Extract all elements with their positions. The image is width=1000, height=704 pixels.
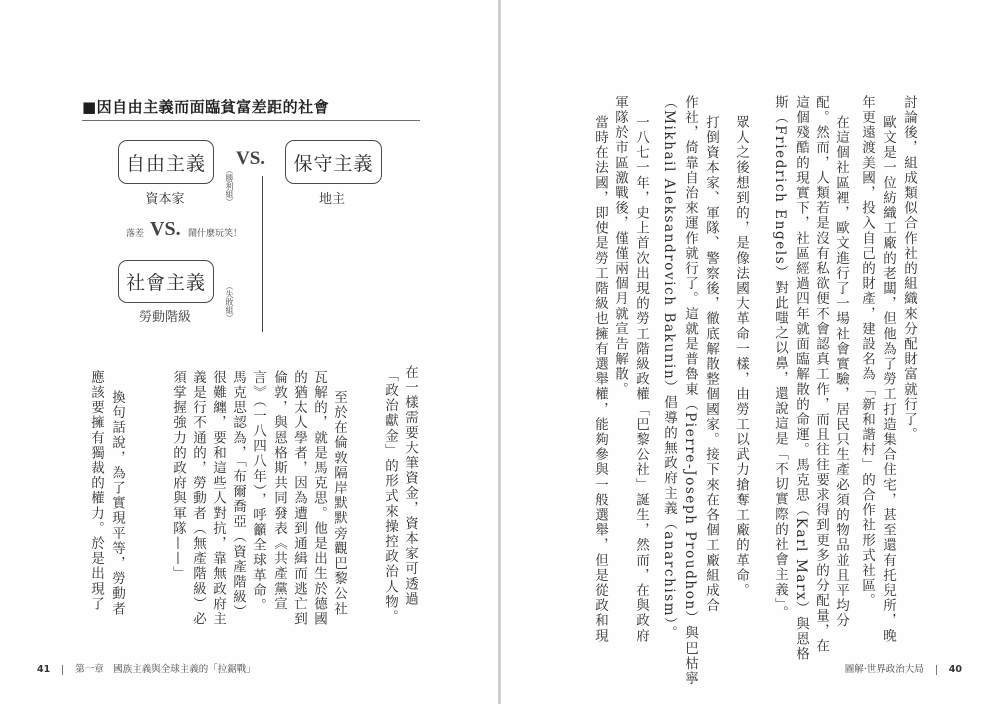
text-column: 討論後，組成類似合作社的組織來分配財富就行了。 bbox=[901, 95, 917, 443]
right-footer bbox=[845, 661, 962, 675]
text-column: 的猶太人學者，因為遭到通緝而逃亡到 bbox=[291, 370, 307, 627]
diagram-divider-line bbox=[262, 176, 263, 332]
footer-separator bbox=[936, 665, 937, 675]
text-column: 在這個社區裡，歐文進行了一場社會實驗，居民只生產必須的物品並且平均分 bbox=[833, 115, 849, 629]
text-column: 斯（Friedrich Engels）對此嗤之以鼻，還說這是「不切實際的社會主義」。 bbox=[772, 95, 788, 621]
right-page-number: 40 bbox=[948, 664, 962, 675]
losers-tag: （失敗組） bbox=[225, 282, 234, 322]
text-column: 年更遠渡美國，投入自己的財產，建設名為「新和諧村」的合作社形式社區。 bbox=[859, 95, 875, 609]
conservatism-box: 保守主義 bbox=[285, 140, 382, 184]
book-title: 圖解‧世界政治大局 bbox=[844, 664, 924, 675]
text-column: 打倒資本家、軍隊、警察後，徹底解散整個國家。接下來在各個工廠組成合 bbox=[703, 115, 719, 614]
text-column: 應該要擁有獨裁的權力。於是出現了 bbox=[88, 370, 104, 612]
text-column: 眾人之後想到的，是像法國大革命一樣，由勞工以武力搶奪工廠的革命。 bbox=[733, 115, 749, 599]
footer-separator bbox=[62, 665, 63, 675]
left-footer bbox=[37, 661, 256, 675]
diagram-title-rule bbox=[82, 120, 420, 121]
text-column: 軍隊於市區激戰後，僅僅兩個月就宣告解散。 bbox=[612, 95, 628, 397]
landlord-label: 地主 bbox=[318, 192, 345, 207]
text-column: 須掌握強力的政府與軍隊——」 bbox=[170, 370, 186, 582]
text-column: 至於在倫敦隔岸默默旁觀巴黎公社 bbox=[331, 390, 347, 617]
diagram-title: ■因自由主義而面臨貧富差距的社會 bbox=[82, 98, 330, 116]
text-column: 馬克思認為，「布爾喬亞（資產階級） bbox=[230, 370, 246, 620]
text-column: （Mikhail Aleksandrovich Bakunin）倡導的無政府主義（anarchism）。 bbox=[661, 95, 677, 641]
text-column: 作社，倚靠自治來運作就行了。這就是普魯東（Pierre-Joseph Proudhon）與巴枯寧 bbox=[682, 95, 698, 687]
socialism-box: 社會主義 bbox=[118, 260, 214, 303]
text-column: 言》（一八四八年），呼籲全球革命。 bbox=[250, 370, 266, 614]
text-column: 配。然而，人類若是沒有私欲便不會認真工作，而且往往要求得到更多的分配量，在 bbox=[813, 95, 829, 654]
text-column: 歐文是一位紡織工廠的老闆，但他為了勞工打造集合住宅，甚至還有托兒所，晚 bbox=[880, 115, 896, 644]
left-page bbox=[0, 0, 498, 704]
text-column: 當時在法國，即使是勞工階級也擁有選舉權，能夠參與一般選舉，但是從政和現 bbox=[592, 115, 608, 644]
text-column: 「政治獻金」的形式來操控政治人物。 bbox=[382, 368, 398, 625]
capitalist-label: 資本家 bbox=[145, 192, 185, 207]
text-column: 這個殘酷的現實下，社區經過四年就面臨解散的命運。馬克思（Karl Marx）與恩格 bbox=[793, 95, 809, 662]
text-column: 在一樣需要大筆資金，資本家可透過 bbox=[402, 365, 418, 607]
joke-note: 鬧什麼玩笑！ bbox=[188, 229, 243, 239]
text-column: 倫敦，與恩格斯共同發表《共產黨宣 bbox=[271, 370, 287, 612]
text-column: 義是行不通的，勞動者（無產階級）必 bbox=[190, 370, 206, 627]
liberalism-box: 自由主義 bbox=[118, 140, 214, 184]
working-class-label: 勞動階級 bbox=[138, 310, 191, 325]
gap-note: 落差 bbox=[126, 229, 145, 239]
winners-tag: （勝利組） bbox=[225, 166, 234, 206]
text-column: 換句話說，為了實現平等，勞動者 bbox=[109, 390, 125, 617]
text-column: 瓦解的，就是馬克思。他是出生於德國 bbox=[311, 370, 327, 627]
left-page-number: 41 bbox=[37, 664, 51, 675]
right-page bbox=[501, 0, 1000, 704]
chapter-title: 第一章 國族主義與全球主義的「拉鋸戰」 bbox=[75, 664, 256, 675]
text-column: 很難纏，要和這些人對抗，靠無政府主 bbox=[210, 370, 226, 627]
vs-top: VS. bbox=[236, 148, 266, 169]
text-column: 一八七一年，史上首次出現的勞工階級政權「巴黎公社」誕生，然而，在與政府 bbox=[633, 115, 649, 644]
vs-middle: VS. bbox=[150, 218, 181, 240]
